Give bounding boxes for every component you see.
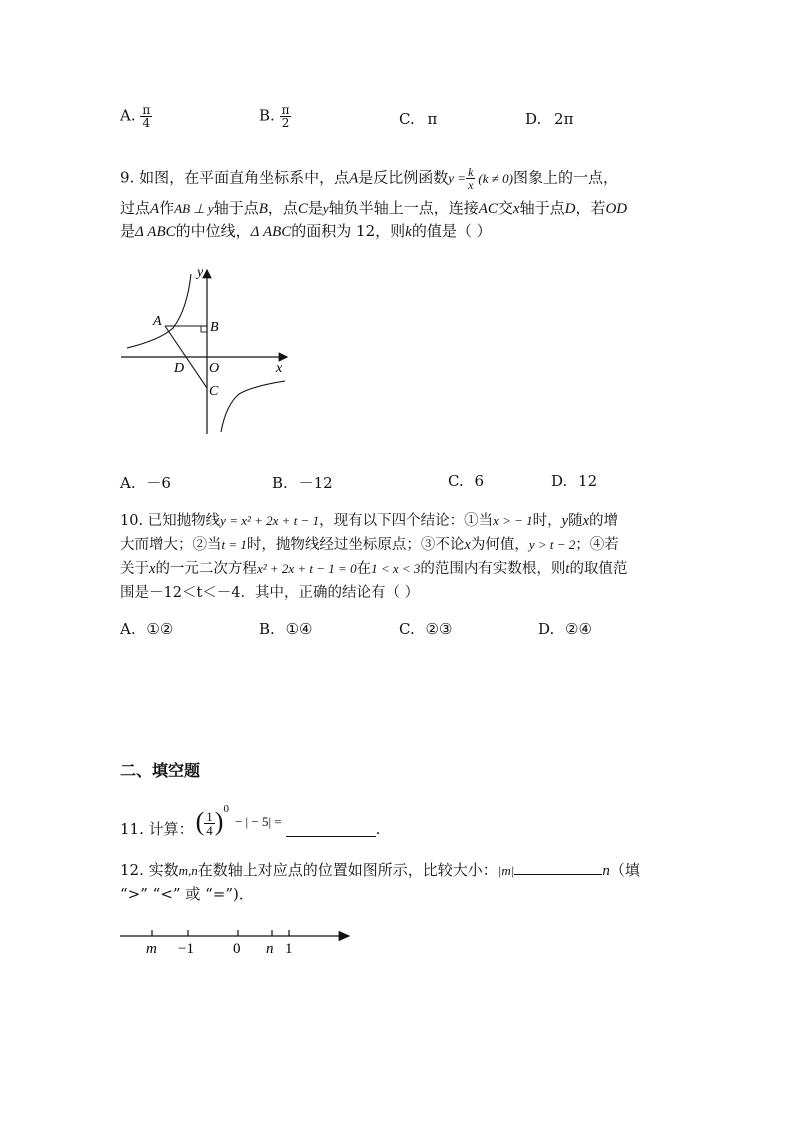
paren-close: ) <box>214 806 224 836</box>
text: ；④若 <box>575 537 619 553</box>
text: 的范围内有实数根，则 <box>420 561 566 577</box>
text: 的中位线， <box>175 222 251 240</box>
option-text: 6 <box>474 472 485 490</box>
numerator: π <box>142 103 151 117</box>
label-zero: 0 <box>233 941 241 957</box>
q9-line-2 <box>120 197 627 218</box>
q8-option-d <box>525 110 573 128</box>
section-heading-fill-blank: 二、填空题 <box>120 761 201 780</box>
text: （填 <box>609 861 640 879</box>
var: x <box>512 201 520 217</box>
fraction <box>466 166 475 191</box>
numerator: 1 <box>206 808 213 824</box>
option-text: 12 <box>578 472 598 490</box>
text: 是 <box>307 199 323 217</box>
q10-option-b <box>259 620 312 638</box>
option-label: A. <box>120 474 136 492</box>
text: 的值是（ ） <box>411 222 492 240</box>
option-label: C. <box>399 110 415 128</box>
option-text: π <box>427 110 438 128</box>
paren-open: ( <box>195 806 205 836</box>
q9-option-c <box>448 472 484 490</box>
text: 的面积为 12，则 <box>291 222 406 240</box>
text: 交 <box>497 199 513 217</box>
option-text: ①④ <box>285 620 313 638</box>
q10-line-4 <box>120 581 419 602</box>
math: Δ ABC <box>250 224 292 240</box>
q10-line-1 <box>120 509 618 530</box>
var: x <box>464 537 471 553</box>
math: m,n <box>178 863 198 878</box>
text: ，现有以下四个结论：①当 <box>319 513 494 529</box>
q9-option-a <box>120 472 171 493</box>
label-o: O <box>209 361 220 376</box>
math: y = x² + 2x + t − 1 <box>220 513 320 528</box>
var: y <box>561 513 569 529</box>
denominator: 4 <box>206 822 213 838</box>
hyperbola-branch-right <box>221 381 285 432</box>
text: . <box>375 819 381 838</box>
text: “>” “<” 或 “=”)． <box>120 885 254 903</box>
var: y <box>322 201 329 216</box>
q9-line-3 <box>120 220 492 241</box>
numerator: k <box>468 165 474 179</box>
option-label: D. <box>525 110 542 128</box>
var: D <box>564 201 576 217</box>
option-label: D. <box>538 620 555 638</box>
text: 轴负半轴上一点，连接 <box>328 199 479 217</box>
var: t <box>565 561 570 577</box>
power-expression <box>195 802 229 838</box>
var: n <box>602 863 610 879</box>
exponent: 0 <box>223 802 229 815</box>
var: OD <box>605 201 628 217</box>
q10-line-2 <box>120 533 619 554</box>
label-one: 1 <box>285 941 293 957</box>
text: 11. 计算： <box>120 820 194 838</box>
text: 围是－12＜t＜－4．其中，正确的结论有（ ） <box>120 585 420 601</box>
text: 在数轴上对应点的位置如图所示，比较大小： <box>197 861 498 879</box>
q8-option-a <box>120 104 152 129</box>
label-m: m <box>146 941 157 957</box>
text: 过点 <box>120 199 151 217</box>
text: 的一元二次方程 <box>155 561 257 577</box>
math: y > t − 2 <box>528 537 576 552</box>
text: 轴于点 <box>519 199 565 217</box>
text: 9. 如图，在平面直角坐标系中，点 <box>120 168 350 187</box>
var: x <box>582 513 590 529</box>
math: x > − 1 <box>493 513 533 528</box>
q9-line-1 <box>120 166 618 191</box>
fraction <box>280 104 292 129</box>
label-y: y <box>197 265 204 280</box>
hyperbola-branch-left <box>127 274 191 348</box>
option-text: ②③ <box>425 620 453 638</box>
q10-option-c <box>399 620 452 638</box>
option-text: －6 <box>146 474 171 492</box>
var: k <box>405 224 412 240</box>
var: A <box>150 201 160 217</box>
fraction <box>140 104 152 129</box>
math: x² + 2x + t − 1 = 0 <box>256 561 357 576</box>
var: A <box>349 170 359 187</box>
label-c: C <box>209 384 219 399</box>
label-neg1: −1 <box>178 941 194 957</box>
var: C <box>297 201 308 217</box>
q12-number-line <box>115 925 360 960</box>
q10-option-d <box>538 620 592 638</box>
option-text: ①② <box>146 620 174 638</box>
option-label: A. <box>120 620 136 638</box>
option-label: A. <box>120 106 136 125</box>
q8-option-b <box>259 104 291 129</box>
fraction <box>204 810 215 837</box>
text: 12. 实数 <box>120 861 179 879</box>
text: ，点 <box>267 199 298 217</box>
text: 随 <box>568 513 583 529</box>
q10-option-a <box>120 620 173 638</box>
text: 时，抛物线经过坐标原点；③不论 <box>246 537 465 553</box>
answer-blank[interactable] <box>286 820 376 837</box>
q10-line-3 <box>120 557 627 578</box>
math: (k ≠ 0) <box>478 170 513 186</box>
math: t = 1 <box>221 537 247 552</box>
option-label: B. <box>259 106 275 125</box>
math: 1 < x < 3 <box>371 561 421 576</box>
option-text: －12 <box>298 474 333 492</box>
text: 为何值， <box>470 537 529 553</box>
option-label: D. <box>551 472 568 490</box>
label-d: D <box>174 361 185 376</box>
label-a: A <box>153 314 162 329</box>
text: 是反比例函数 <box>358 168 449 187</box>
option-label: C. <box>448 472 464 490</box>
label-x: x <box>276 361 283 376</box>
q11-line <box>120 804 380 839</box>
q12-line-2 <box>120 883 254 904</box>
text: 的增 <box>589 513 619 529</box>
var: x <box>149 561 156 577</box>
q8-option-c <box>399 110 437 128</box>
text: 关于 <box>120 561 149 577</box>
denominator: 4 <box>142 116 151 130</box>
q9-hyperbola-figure <box>115 262 295 442</box>
text: ，若 <box>575 199 606 217</box>
text: 时， <box>532 513 562 529</box>
right-angle-mark <box>201 326 207 332</box>
math: − | − 5| = <box>234 813 282 829</box>
text: 的取值范 <box>569 561 628 577</box>
option-label: C. <box>399 620 415 638</box>
denominator: 2 <box>281 116 290 130</box>
text: 在 <box>356 561 372 577</box>
label-b: B <box>210 320 219 335</box>
option-text: ②④ <box>565 620 592 638</box>
option-text: 2π <box>554 110 574 128</box>
denominator: x <box>468 178 474 192</box>
text: 10. 已知抛物线 <box>120 513 221 529</box>
math: AB ⊥ y <box>174 201 214 216</box>
text: 是 <box>120 222 136 240</box>
option-label: B. <box>272 474 288 492</box>
q9-option-b <box>272 472 333 493</box>
math: |m| <box>497 863 515 878</box>
answer-blank[interactable] <box>514 860 602 875</box>
numerator: π <box>281 103 290 117</box>
math: y = <box>448 170 467 186</box>
q9-option-d <box>551 472 597 490</box>
q12-line-1 <box>120 859 640 880</box>
option-label: B. <box>259 620 275 638</box>
var: AC <box>478 201 498 217</box>
text: 轴于点 <box>213 199 259 217</box>
text: 图象上的一点， <box>512 168 618 187</box>
text: 作 <box>159 199 175 217</box>
var: B <box>258 201 268 217</box>
label-n: n <box>266 941 274 957</box>
text: 大而增大；②当 <box>120 537 222 553</box>
math: Δ ABC <box>135 224 176 240</box>
